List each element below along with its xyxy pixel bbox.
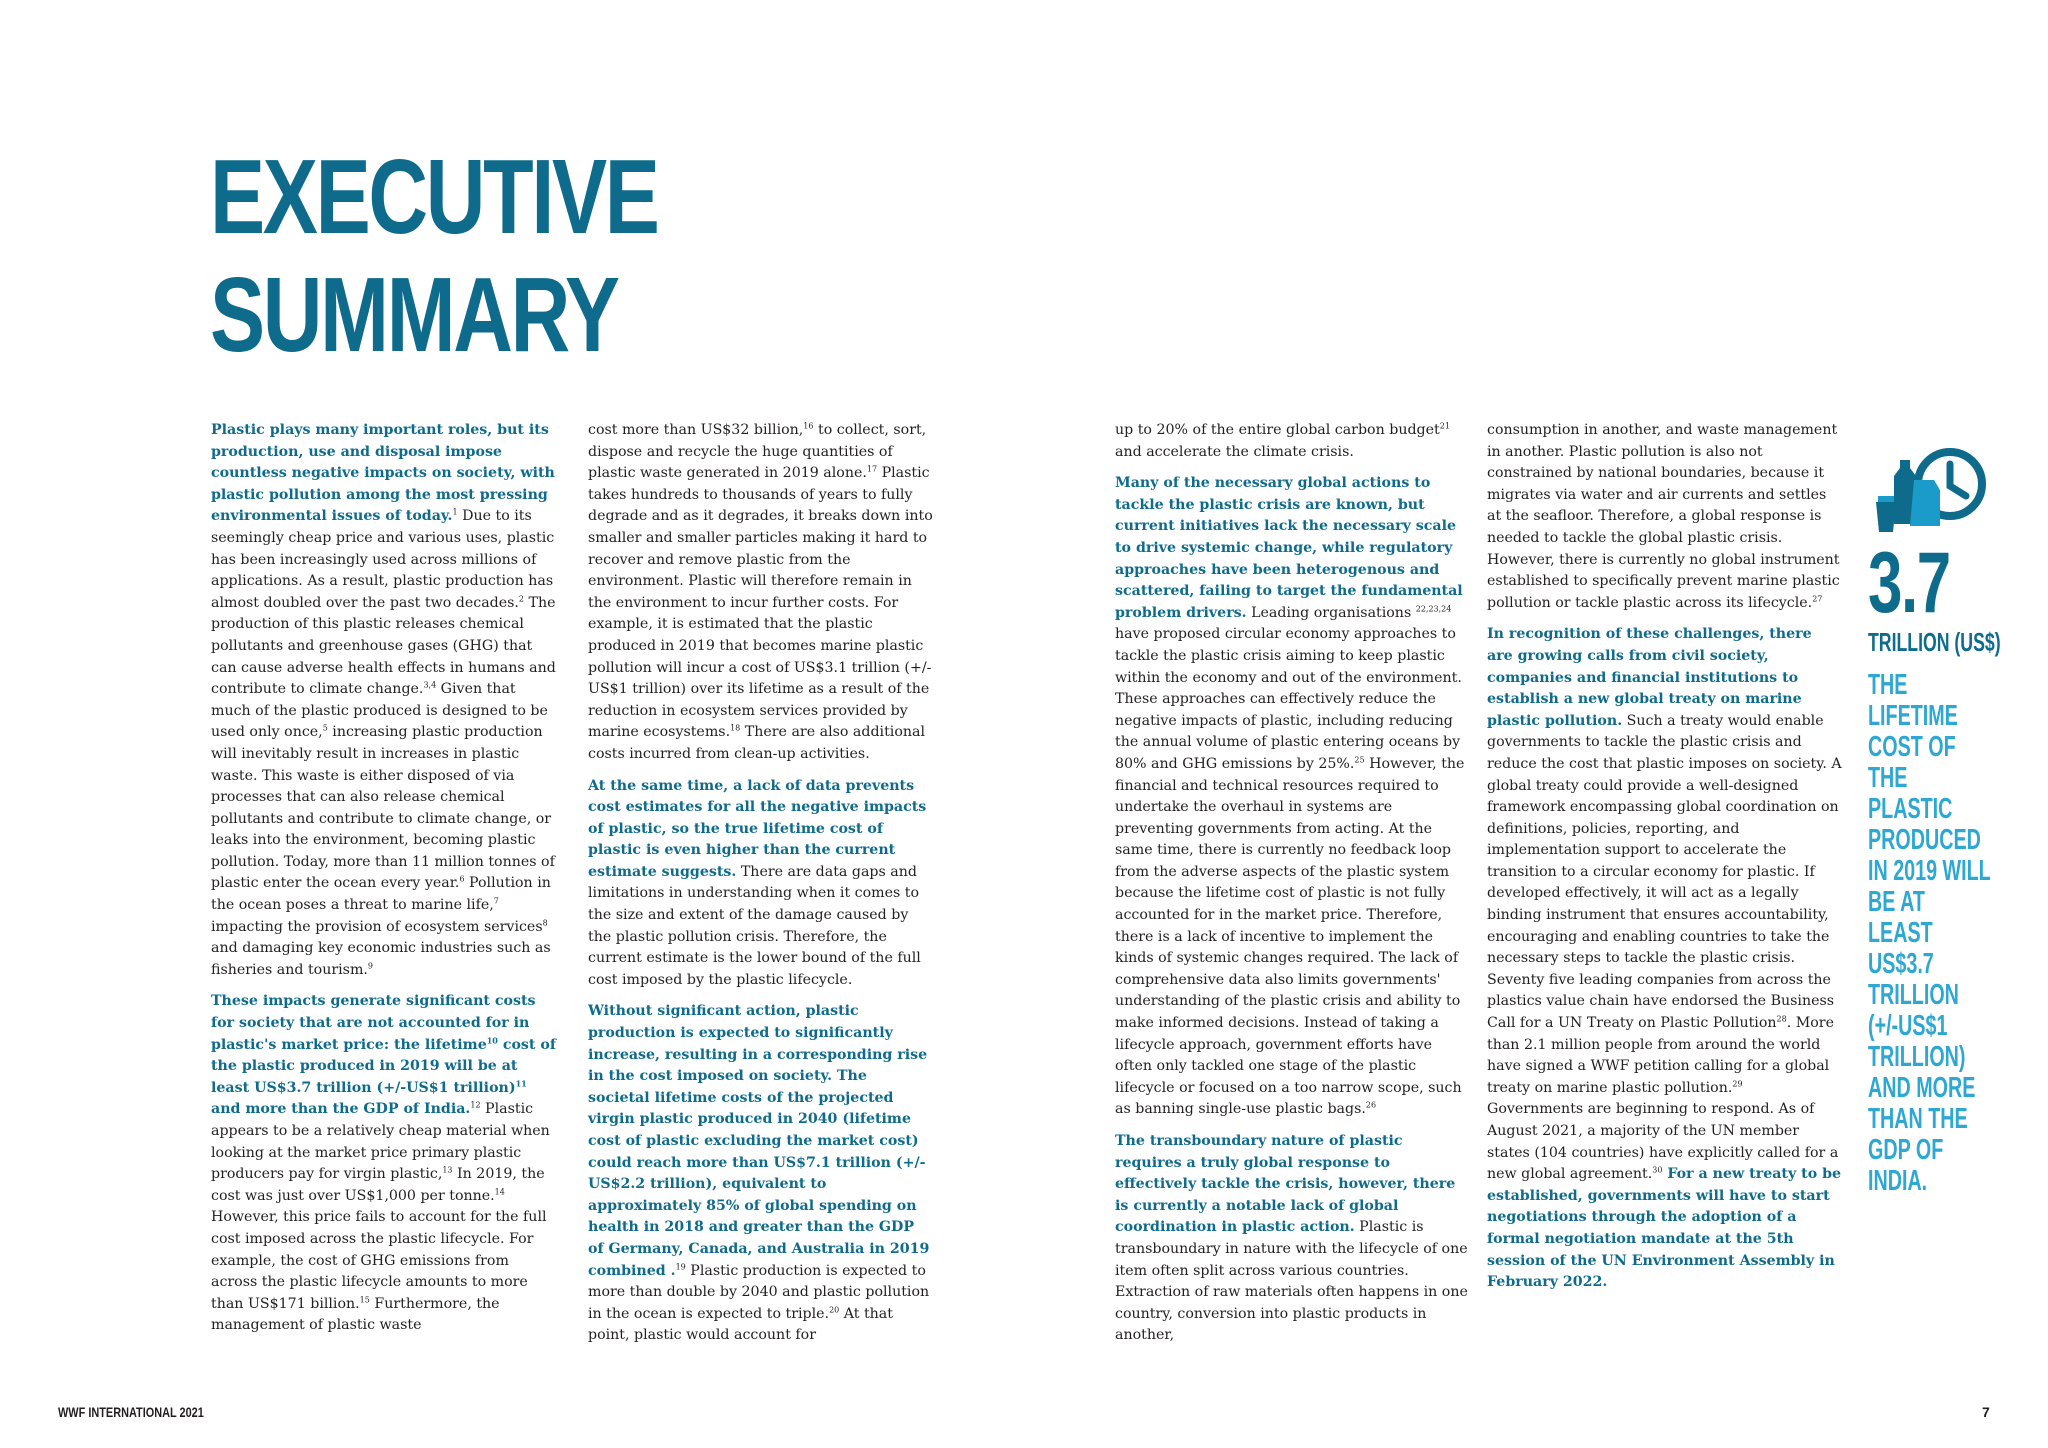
- footnote-ref: 8: [542, 917, 548, 927]
- paragraph: [588, 776, 933, 992]
- paragraph: [1487, 420, 1842, 614]
- footnote-ref: 22,23,24: [1415, 604, 1452, 614]
- body-text: However, this price fails to account for the full cost imposed across the plastic lifecycle. For example, the cost of GHG emissions from across the plastic lifecycle amounts to more than US$171 billion.: [211, 1209, 547, 1312]
- footnote-ref: 3,4: [423, 680, 437, 690]
- paragraph: [1115, 420, 1470, 463]
- footnote-ref: 20: [829, 1305, 840, 1315]
- footnote-ref: 25: [1354, 755, 1365, 765]
- page-title: [210, 138, 658, 374]
- footnote-ref: 19: [675, 1261, 686, 1271]
- body-text: Pollution in the ocean poses a threat to marine life,: [211, 875, 551, 914]
- column-2: [588, 420, 933, 1357]
- footnote-ref: 11: [515, 1078, 527, 1089]
- footnote-ref: 9: [367, 961, 374, 971]
- footnote-ref: 16: [803, 421, 814, 431]
- body-text: consumption in another, and waste management in another. Plastic pollution is also not constrained by national boundaries, because it migrates via water and air currents and settles at the seafloor. Therefore, a global response is needed to tackle the global plastic crisis. However, there is currently no global instrument established to specifically prevent marine plastic pollution or tackle plastic across its lifecycle.: [1487, 422, 1840, 611]
- highlight-text: For a new treaty to be established, governments will have to start negotiations through the adoption of a formal negotiation mandate at the 5th session of the UN Environment Assembly in February 2022.: [1487, 1166, 1842, 1291]
- plastic-clock-icon: [1870, 440, 1990, 540]
- footnote-ref: 21: [1439, 421, 1450, 431]
- highlight-text: At the same time, a lack of data prevents cost estimates for all the negative impacts of plastic, so the true lifetime cost of plastic is even higher than the current estimate suggests.: [588, 777, 927, 880]
- footnote-ref: 12: [470, 1100, 481, 1110]
- highlight-text: Plastic plays many important roles, but its production, use and disposal impose countless negative impacts on society, with plastic pollution among the most pressing environmental issues of today.: [211, 422, 555, 525]
- footnote-ref: 13: [442, 1165, 453, 1175]
- body-text: Such a treaty would enable governments to tackle the plastic crisis and reduce the cost that plastic imposes on society. A global treaty could provide a well-designed framework encompassing global coordination on definitions, policies, reporting, and implementation support to accelerate the transition to a circular economy for plastic. If developed effectively, it will act as a legally binding instrument that ensures accountability, encouraging and enabling countries to take the necessary steps to tackle the plastic crisis. Seventy five leading companies from across the plastics value chain have endorsed the Business Call for a UN Treaty on Plastic Pollution: [1487, 712, 1842, 1032]
- highlight-text: In recognition of these challenges, there are growing calls from civil society, companies and financial institutions to establish a new global treaty on marine plastic pollution.: [1487, 626, 1812, 729]
- paragraph: [211, 420, 556, 981]
- footnote-ref: 29: [1732, 1079, 1743, 1089]
- body-text: There are data gaps and limitations in understanding when it comes to the size and extent of the damage caused by the plastic pollution crisis. Therefore, the current estimate is the lower bound of the full cost imposed by the plastic lifecycle.: [588, 863, 921, 988]
- body-text: and accelerate the climate crisis.: [1115, 443, 1354, 460]
- footnote-ref: 17: [866, 464, 878, 474]
- paragraph: [588, 420, 933, 766]
- body-text: Governments are beginning to respond. As of August 2021, a majority of the UN member states (104 countries) have explicitly called for a new global agreement.: [1487, 1101, 1839, 1183]
- footnote-ref: 7: [493, 896, 499, 906]
- body-text: Plastic takes hundreds to thousands of years to fully degrade and as it degrades, it breaks down into smaller and smaller particles making it hard to recover and remove plastic from the environment. Plastic will therefore remain in the environment to incur further costs. For example, it is estimated that the plastic produced in 2019 that becomes marine plastic pollution will incur a cost of US$3.1 trillion (+/-US$1 trillion) over its lifetime as a result of the reduction in ecosystem services provided by marine ecosystems.: [588, 465, 933, 741]
- footnote-ref: 30: [1652, 1165, 1663, 1175]
- body-text: up to 20% of the entire global carbon budget: [1115, 422, 1440, 438]
- highlight-text: and more than the GDP of India.: [211, 1101, 471, 1118]
- paragraph: [1115, 473, 1470, 1121]
- footnote-ref: 14: [494, 1187, 505, 1197]
- footnote-ref: 6: [459, 874, 465, 884]
- paragraph: [211, 991, 556, 1337]
- highlight-text: The transboundary nature of plastic requires a truly global response to effectively tackle the crisis, however, there is currently a notable lack of global coordination in plastic action.: [1115, 1133, 1456, 1236]
- stat-description: THE LIFETIME COST OF THE PLASTIC PRODUCED IN 2019 WILL BE AT LEAST US$3.7 TRILLION (+/-US$1 TRILLION) AND MORE THAN THE GDP OF INDIA.: [1868, 669, 1991, 1197]
- footnote-ref: 5: [322, 723, 328, 733]
- column-3: [1115, 420, 1470, 1357]
- stat-unit: TRILLION (US$): [1868, 627, 2001, 657]
- footnote-ref: 27: [1812, 594, 1823, 604]
- stat-number: 3.7: [1868, 535, 1950, 631]
- footnote-ref: 15: [359, 1295, 370, 1305]
- body-text: Due to its seemingly cheap price and various uses, plastic has been increasingly used across millions of applications. As a result, plastic production has almost doubled over the past two decades.: [211, 508, 555, 611]
- body-text: At that point, plastic would account for: [588, 1305, 893, 1344]
- body-text: The production of this plastic releases chemical pollutants and greenhouse gases (GHG) that can cause adverse health effects in humans and contribute to climate change.: [211, 594, 556, 698]
- footnote-ref: 2: [518, 594, 525, 604]
- page-number: 7: [1982, 1404, 1990, 1420]
- body-text: There are also additional costs incurred from clean-up activities.: [588, 724, 926, 762]
- paragraph: [1487, 624, 1842, 1293]
- body-text: Leading organisations: [1246, 604, 1416, 621]
- body-text: Given that much of the plastic produced is designed to be used only once,: [211, 681, 548, 741]
- body-text: . More than 2.1 million people from around the world have signed a WWF petition calling for a global treaty on marine plastic pollution.: [1487, 1015, 1834, 1096]
- highlight-text: Without significant action, plastic production is expected to significantly increase, resulting in a corresponding rise in the cost imposed on society. The societal lifetime costs of the projected virgin plastic produced in 2040 (lifetime cost of plastic excluding the market cost) could reach more than US$7.1 trillion (+/-US$2.2 trillion), equivalent to approximately 85% of global spending on health in 2018 and greater than the GDP of Germany, Canada, and Australia in 2019 combined .: [588, 1003, 930, 1279]
- body-text: have proposed circular economy approaches to tackle the plastic crisis aiming to keep plastic within the economy and out of the environment. These approaches can effectively reduce the negative impacts of plastic, including reducing the annual volume of plastic entering oceans by 80% and GHG emissions by 25%.: [1115, 626, 1462, 772]
- body-text: However, the financial and technical resources required to undertake the overhaul in systems are preventing governments from acting. At the same time, there is currently no feedback loop from the adverse aspects of the plastic system because the lifetime cost of plastic is not fully accounted for in the market price. Therefore, there is a lack of incentive to implement the kinds of systemic changes required. The lack of comprehensive data also limits governments' understanding of the plastic crisis and ability to make informed decisions. Instead of taking a lifecycle approach, government efforts have often only tackled one stage of the plastic lifecycle or focused on a too narrow scope, such as banning single-use plastic bags.: [1115, 755, 1465, 1118]
- body-text: Furthermore, the management of plastic waste: [211, 1295, 500, 1334]
- body-text: and damaging key economic industries such as fisheries and tourism.: [211, 940, 551, 978]
- body-text: In 2019, the cost was just over US$1,000 per tonne.: [211, 1166, 545, 1204]
- footnote-ref: 28: [1776, 1014, 1787, 1024]
- body-text: Plastic production is expected to more than double by 2040 and plastic pollution in the ocean is expected to triple.: [588, 1262, 930, 1322]
- footnote-ref: 18: [730, 723, 741, 733]
- footnote-ref: 1: [452, 507, 458, 517]
- body-text: increasing plastic production will inevitably result in increases in plastic waste. This waste is either disposed of via processes that can also release chemical pollutants and contribute to climate change, or leaks into the environment, becoming plastic pollution. Today, more than 11 million tonnes of plastic enter the ocean every year.: [211, 724, 555, 892]
- footnote-ref: 26: [1365, 1100, 1377, 1110]
- footnote-ref: 10: [486, 1034, 498, 1045]
- title-line-1: EXECUTIVE: [210, 138, 658, 256]
- body-text: cost more than US$32 billion,: [588, 422, 804, 438]
- footer-publisher: WWF INTERNATIONAL 2021: [58, 1404, 204, 1420]
- body-text: to collect, sort, dispose and recycle the huge quantities of plastic waste generated in 2019 alone.: [588, 422, 927, 482]
- column-1: [211, 420, 556, 1347]
- column-4: [1487, 420, 1842, 1304]
- highlight-text: Many of the necessary global actions to tackle the plastic crisis are known, but current initiatives lack the necessary scale to drive systemic change, while regulatory approaches have been heterogenous and scattered, failing to target the fundamental problem drivers.: [1115, 475, 1463, 621]
- title-line-2: SUMMARY: [210, 256, 618, 374]
- highlight-text: These impacts generate significant costs for society that are not accounted for in plastic's market price: the lifetime: [211, 993, 536, 1053]
- highlight-text: cost of the plastic produced in 2019 will be at least US$3.7 trillion (+/-US$1 trillion): [211, 1036, 556, 1096]
- paragraph: [1115, 1131, 1470, 1347]
- body-text: impacting the provision of ecosystem services: [211, 918, 543, 935]
- body-text: Plastic appears to be a relatively cheap material when looking at the market price primary plastic producers pay for virgin plastic,: [211, 1101, 550, 1183]
- paragraph: [588, 1001, 933, 1347]
- body-text: Plastic is transboundary in nature with the lifecycle of one item often split across various countries. Extraction of raw materials often happens in one country, conversion into plastic products in another,: [1115, 1219, 1468, 1344]
